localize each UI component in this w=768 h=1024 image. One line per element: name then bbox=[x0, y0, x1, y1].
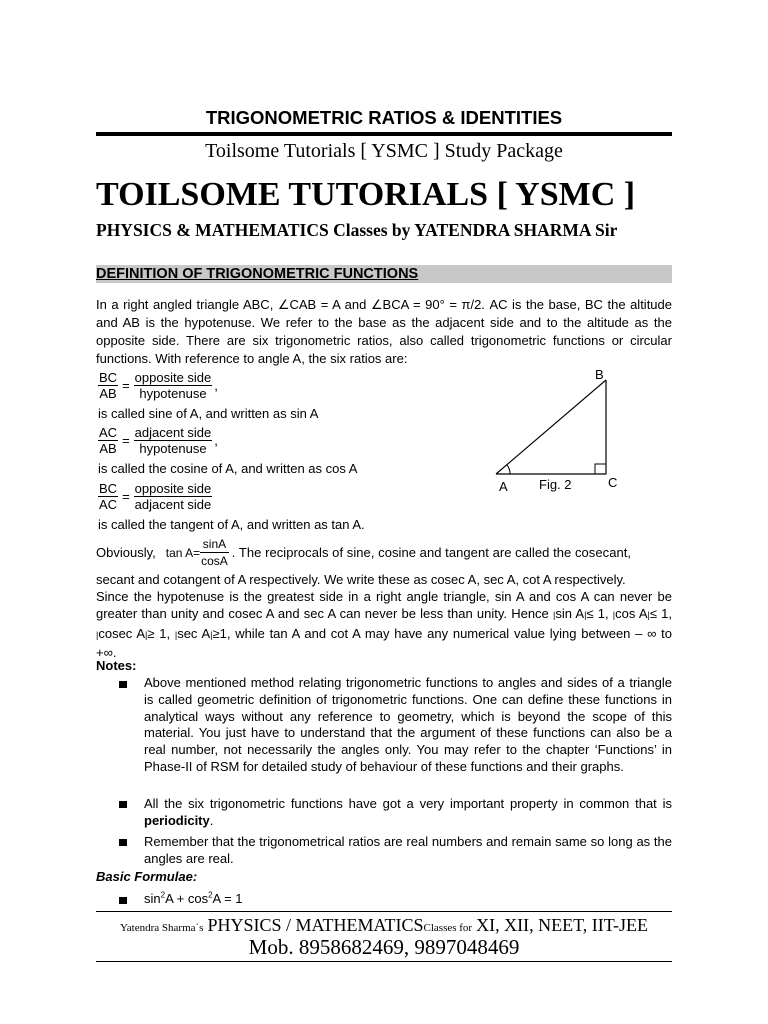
formula-pythagorean bbox=[144, 891, 243, 906]
fraction-numerator: opposite side bbox=[134, 481, 212, 496]
bullet-marker bbox=[119, 801, 127, 808]
notes-heading: Notes: bbox=[96, 658, 137, 673]
ratio-tangent bbox=[98, 481, 212, 512]
fraction-numerator: BC bbox=[99, 370, 118, 385]
formula-end: A = 1 bbox=[212, 891, 243, 906]
fraction-denominator: adjacent side bbox=[134, 497, 212, 512]
reciprocal-line: secant and cotangent of A respectively. We write these as cosec A, sec A, cot A respectively. bbox=[96, 572, 626, 587]
abs-bar: | bbox=[174, 629, 178, 640]
title-rule bbox=[96, 132, 672, 136]
abs-bar: | bbox=[584, 610, 587, 621]
abs-cosec: cosec A bbox=[98, 625, 146, 641]
footer-rule-bottom bbox=[96, 961, 672, 962]
abs-bar: | bbox=[612, 610, 616, 621]
section-heading bbox=[96, 265, 672, 283]
abs-bar: | bbox=[210, 629, 213, 640]
ge-two: ≥1, while tan A and cot A may have any numerical value lying between – ∞ to +∞. bbox=[96, 625, 672, 660]
bullet-marker bbox=[119, 839, 127, 846]
equals-sign: = bbox=[122, 378, 130, 393]
abs-bar: | bbox=[96, 629, 99, 640]
tan-definition-line bbox=[96, 536, 672, 569]
vertex-c-label: C bbox=[608, 475, 618, 490]
obviously-lead: Obviously, bbox=[96, 545, 156, 560]
ratio-caption: is called sine of A, and written as sin A bbox=[98, 406, 319, 421]
fraction-lhs bbox=[98, 425, 118, 456]
fraction-rhs bbox=[134, 370, 213, 401]
abs-bar: | bbox=[552, 610, 556, 621]
footer-levels: XI, XII, NEET, IIT-JEE bbox=[476, 915, 649, 935]
ratio-cosine bbox=[98, 425, 218, 456]
fraction-numerator: AC bbox=[99, 425, 118, 440]
document-subtitle: Toilsome Tutorials [ YSMC ] Study Package bbox=[205, 140, 563, 162]
footer-name: Yatendra Sharma`s bbox=[119, 922, 204, 934]
exponent: 2 bbox=[208, 890, 213, 900]
ratio-sine bbox=[98, 370, 218, 401]
vertex-b-label: B bbox=[595, 367, 604, 382]
footer-phone: Mob. 8958682469, 9897048469 bbox=[248, 935, 520, 959]
range-text: Since the hypotenuse is the greatest side in a right angle triangle, sin A and cos A can never be greater than unity and cosec A and sec A can never be less than unity. Hence bbox=[96, 589, 672, 622]
document-title: TRIGONOMETRIC RATIOS & IDENTITIES bbox=[205, 107, 563, 128]
note-item: Remember that the trigonometrical ratios are real numbers and remain same so long as the angles are real. bbox=[144, 834, 672, 866]
formula-sin: sin bbox=[144, 891, 161, 906]
side-ab bbox=[496, 380, 606, 474]
bullet-marker bbox=[119, 681, 127, 688]
fraction-denominator: AB bbox=[99, 441, 117, 456]
ratio-caption: is called the tangent of A, and written as tan A. bbox=[98, 517, 365, 532]
range-paragraph bbox=[96, 588, 672, 661]
fraction-denominator: hypotenuse bbox=[139, 386, 207, 401]
fraction-numerator: sinA bbox=[200, 536, 229, 553]
fraction-numerator: adjacent side bbox=[134, 425, 212, 440]
figure-caption: Fig. 2 bbox=[539, 477, 572, 492]
vertex-a-label: A bbox=[499, 479, 508, 494]
angle-a-arc bbox=[507, 465, 510, 474]
footer-line bbox=[96, 915, 672, 936]
footer-rule-top bbox=[96, 911, 672, 912]
comma: , bbox=[214, 433, 218, 448]
ge-one: ≥ 1, bbox=[147, 625, 171, 641]
formulae-heading: Basic Formulae: bbox=[96, 869, 198, 884]
right-angle-marker bbox=[595, 464, 606, 474]
exponent: 2 bbox=[160, 890, 166, 900]
period-dot: . bbox=[209, 812, 214, 828]
note-item bbox=[144, 796, 672, 830]
footer-subjects: PHYSICS / MATHEMATICS bbox=[207, 915, 424, 935]
fraction-rhs bbox=[134, 425, 213, 456]
comma: , bbox=[214, 378, 218, 393]
fraction-numerator: BC bbox=[99, 481, 118, 496]
footer-classes-for: Classes for bbox=[423, 922, 473, 934]
fraction-denominator: cosA bbox=[201, 554, 228, 568]
periodicity-term: periodicity bbox=[144, 812, 210, 828]
fraction-denominator: hypotenuse bbox=[139, 441, 207, 456]
le-two: ≤ 1, bbox=[649, 606, 673, 622]
abs-bar: | bbox=[647, 610, 650, 621]
tan-label: tan A= bbox=[165, 545, 201, 560]
equals-sign: = bbox=[122, 433, 130, 448]
brand-tagline: PHYSICS & MATHEMATICS Classes by YATENDRA SHARMA Sir bbox=[96, 220, 618, 240]
abs-sin: sin A bbox=[555, 606, 585, 622]
fraction-lhs bbox=[98, 481, 118, 512]
section-heading-text: DEFINITION OF TRIGONOMETRIC FUNCTIONS bbox=[96, 266, 419, 282]
formula-mid: A + cos bbox=[165, 891, 209, 906]
bullet-marker bbox=[119, 897, 127, 904]
equals-sign: = bbox=[122, 489, 130, 504]
fraction-denominator: AC bbox=[99, 497, 118, 512]
le-one: ≤ 1, bbox=[586, 606, 609, 622]
intro-paragraph: In a right angled triangle ABC, ∠CAB = A and ∠BCA = 90° = π/2. AC is the base, BC the altitude and AB is the hypotenuse. We refer to the base as the adjacent side and to the altitude as the opposite side. There are six trigonometric ratios, also called trigonometric functions or circular functions. With reference to angle A, the six ratios are: bbox=[96, 297, 672, 366]
tan-fraction bbox=[200, 536, 229, 569]
abs-bar: | bbox=[145, 629, 148, 640]
obviously-rest: . The reciprocals of sine, cosine and tangent are called the cosecant, bbox=[231, 545, 632, 560]
brand-name: TOILSOME TUTORIALS [ YSMC ] bbox=[96, 176, 636, 213]
fraction-rhs bbox=[134, 481, 213, 512]
note-item: Above mentioned method relating trigonometric functions to angles and sides of a triangle is called geometric definition of trigonometric functions. One can define these functions in analytical ways without any reference to geometry, which is beyond the scope of this material. You just have to understand that the argument of these functions can also be a real number, not necessarily the angles only. You may refer to the chapter ‘Functions’ in Phase-II of RSM for detailed study of behaviour of these functions and their graphs. bbox=[144, 675, 672, 774]
abs-sec: sec A bbox=[177, 625, 211, 641]
abs-cos: cos A bbox=[615, 606, 648, 622]
fraction-numerator: opposite side bbox=[134, 370, 212, 385]
fraction-denominator: AB bbox=[99, 386, 117, 401]
note-periodicity-text: All the six trigonometric functions have got a very important property in common that is bbox=[144, 796, 672, 811]
ratio-caption: is called the cosine of A, and written as cos A bbox=[98, 461, 358, 476]
fraction-lhs bbox=[98, 370, 118, 401]
